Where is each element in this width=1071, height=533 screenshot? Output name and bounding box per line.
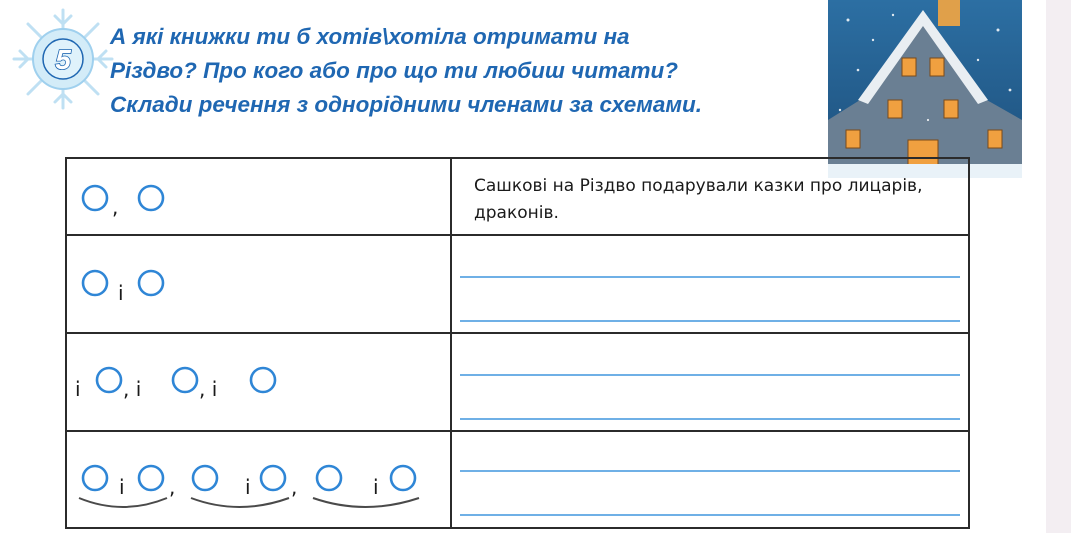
group-brace-icon: [313, 498, 419, 507]
scheme-label: і: [75, 377, 81, 401]
scheme-circle-icon: [173, 368, 197, 392]
scheme-label: ,: [112, 195, 119, 219]
scheme-cell: [66, 235, 451, 333]
scheme-circle-icon: [83, 186, 107, 210]
scheme-circle-icon: [193, 466, 217, 490]
winter-house-illustration: [828, 0, 1022, 178]
scheme-circle-icon: [139, 466, 163, 490]
page-edge-strip: [1046, 0, 1071, 533]
scheme-diagram: [67, 236, 450, 332]
scheme-diagram: [67, 159, 450, 234]
exercise-table: [65, 157, 970, 529]
sentence-cell: [451, 158, 969, 235]
scheme-label: і: [245, 475, 251, 499]
task-line-2: Різдво? Про кого або про що ти любиш читати?: [110, 58, 678, 83]
scheme-label: і: [118, 281, 124, 305]
group-brace-icon: [79, 498, 167, 507]
scheme-circle-icon: [391, 466, 415, 490]
scheme-circle-icon: [83, 466, 107, 490]
writing-line[interactable]: [460, 374, 960, 376]
scheme-circle-icon: [139, 271, 163, 295]
task-line-1: А які книжки ти б хотів\хотіла отримати на: [110, 24, 630, 49]
scheme-circle-icon: [317, 466, 341, 490]
task-line-3: Склади речення з однорідними членами за схемами.: [110, 92, 703, 117]
task-number: 5: [55, 44, 71, 75]
writing-line[interactable]: [460, 418, 960, 420]
scheme-circle-icon: [251, 368, 275, 392]
group-brace-icon: [191, 498, 289, 507]
scheme-cell: [66, 333, 451, 431]
writing-line[interactable]: [460, 470, 960, 472]
writing-line[interactable]: [460, 276, 960, 278]
scheme-cell: [66, 158, 451, 235]
table-row: [66, 333, 969, 431]
sentence-cell: [451, 235, 969, 333]
scheme-circle-icon: [139, 186, 163, 210]
table-row: [66, 235, 969, 333]
sentence-cell: [451, 333, 969, 431]
scheme-label: , і: [123, 377, 142, 401]
sentence-cell: [451, 431, 969, 528]
scheme-label: і: [373, 475, 379, 499]
scheme-diagram: [67, 432, 450, 527]
scheme-label: , і: [199, 377, 218, 401]
table-row: [66, 431, 969, 528]
sample-sentence: Сашкові на Різдво подарували казки про лицарів, драконів.: [474, 176, 923, 223]
scheme-circle-icon: [261, 466, 285, 490]
scheme-label: ,: [169, 475, 176, 499]
table-row: [66, 158, 969, 235]
writing-line[interactable]: [460, 514, 960, 516]
scheme-label: і: [119, 475, 125, 499]
scheme-cell: [66, 431, 451, 528]
scheme-diagram: [67, 334, 450, 430]
writing-line[interactable]: [460, 320, 960, 322]
snowflake-badge-icon: [10, 6, 116, 112]
scheme-label: ,: [291, 475, 298, 499]
task-instructions: [110, 20, 840, 122]
scheme-circle-icon: [83, 271, 107, 295]
scheme-circle-icon: [97, 368, 121, 392]
